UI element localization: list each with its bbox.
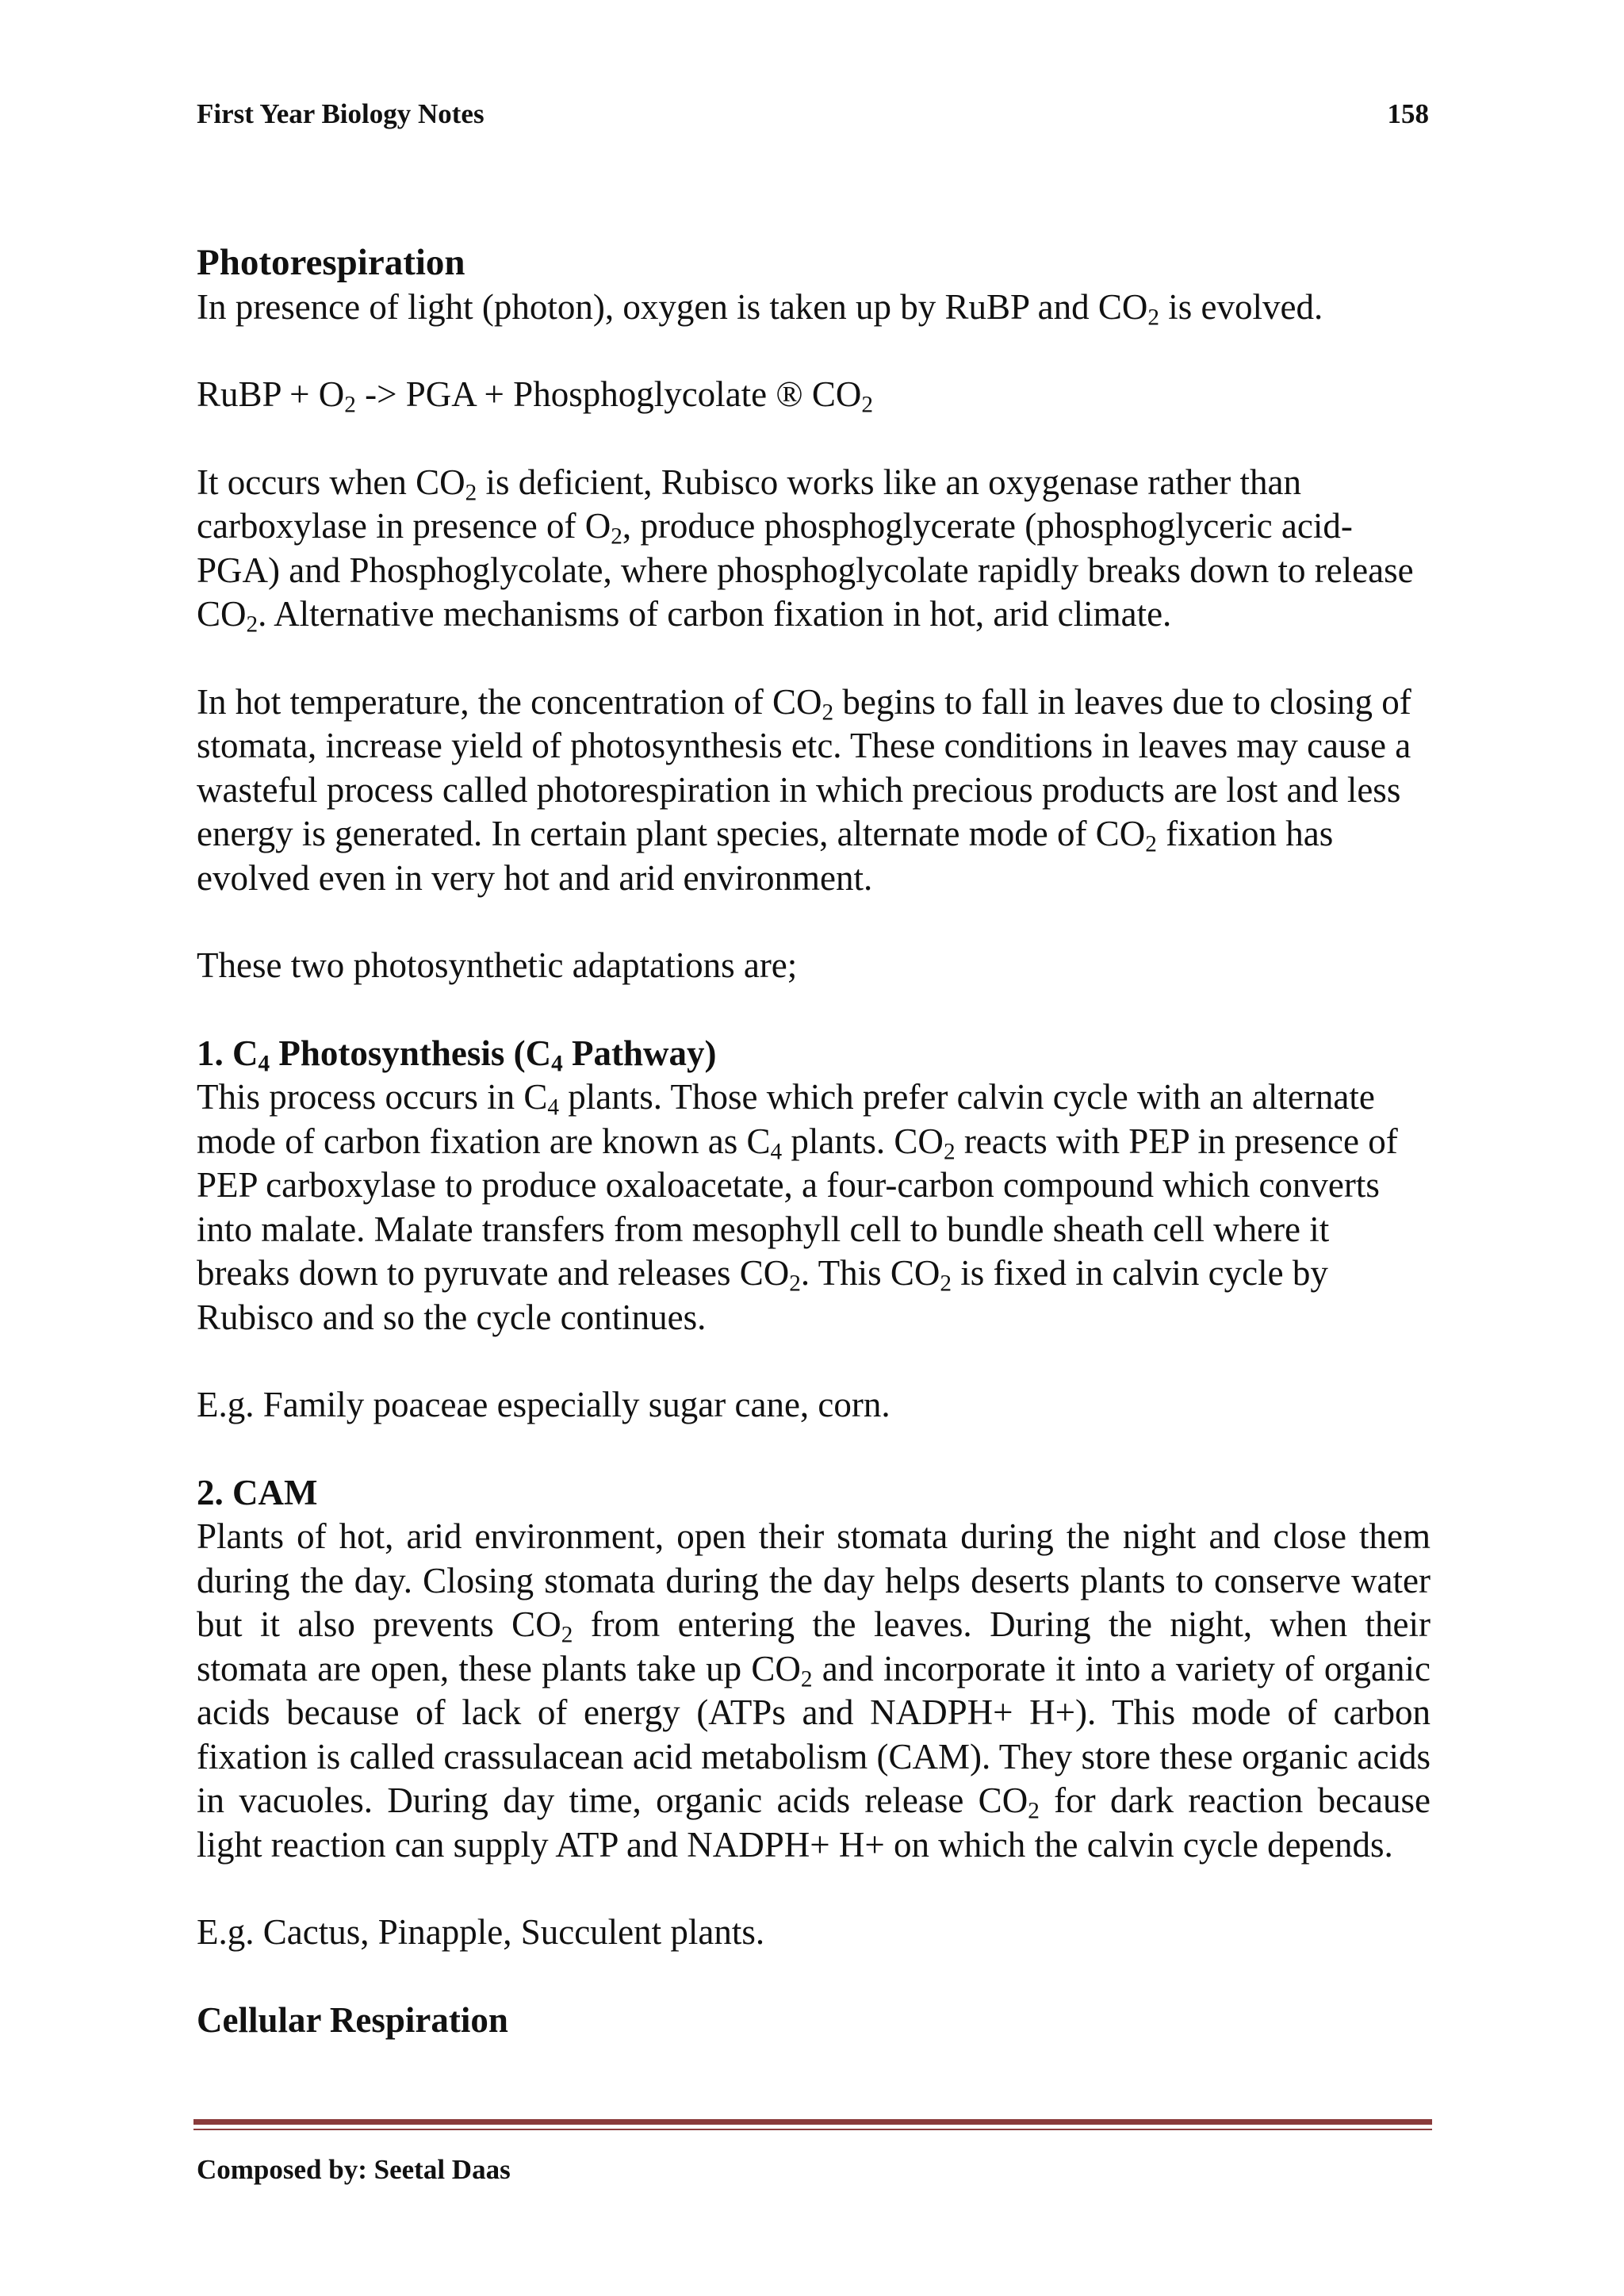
section-title-cam: 2. CAM [197,1472,318,1512]
equation-photorespiration: RuBP + $O_2$ -> PGA + Phosphoglycolate ® $CO_2$ [197,374,873,418]
paragraph-cam: Plants of hot, arid environment, open their stomata during the night and close them during the day. Closing stomata during the day helps deserts plants to conserve water but it also prevents $CO_2$ from entering the leaves. During the night, when their stomata are open, these plants take up $CO_2$ and incorporate it into a variety of organic acids because of lack of energy (ATPs and NADPH+ H+). This mode of carbon fixation is called crassulacean acid metabolism (CAM). They store these organic acids in vacuoles. During day time, organic acids release $CO_2$ for dark reaction because light reaction can supply ATP and NADPH+ H+ on which the calvin cycle depends. [197,1516,1431,1865]
paragraph-hot-temperature: In hot temperature, the concentration of $CO_2$ begins to fall in leaves due to closing of stomata, increase yield of photosynthesis etc. These conditions in leaves may cause a wasteful process called photorespiration in which precious products are lost and less energy is generated. In certain plant species, alternate mode of $CO_2$ fixation has evolved even in very hot and arid environment. [197,681,1411,898]
document-title: First Year Biology Notes [197,98,485,129]
page-number: 158 [1387,98,1429,129]
paragraph-photorespiration-intro: In presence of light (photon), oxygen is taken up by RuBP and $CO_2$ is evolved. [197,286,1323,330]
section-title-c4: 1. $C_4$ Photosynthesis ($C_4$ Pathway) [197,1033,717,1076]
page-header [197,98,1429,130]
paragraph-rubisco: It occurs when $CO_2$ is deficient, Rubisco works like an oxygenase rather than carboxylase in presence of $O_2$, produce phosphoglycerate (phosphoglyceric acid-PGA) and Phosphoglycolate, where phosphoglycolate rapidly breaks down to release $CO_2$. Alternative mechanisms of carbon fixation in hot, arid climate. [197,462,1414,638]
paragraph-c4: This process occurs in $C_4$ plants. Those which prefer calvin cycle with an alternate mode of carbon fixation are known as $C_4$ plants. $CO_2$ reacts with PEP in presence of PEP carboxylase to produce oxaloacetate, a four-carbon compound which converts into malate. Malate transfers from mesophyll cell to bundle sheath cell where it breaks down to pyruvate and releases $CO_2$. This $CO_2$ is fixed in calvin cycle by Rubisco and so the cycle continues. [197,1077,1398,1337]
footer-rule-thin [193,2129,1432,2130]
section-title-cellular-respiration: Cellular Respiration [197,1999,508,2040]
paragraph-adaptations: These two photosynthetic adaptations are; [197,945,798,985]
section-title-photorespiration: Photorespiration [197,242,465,283]
page-content [197,241,1431,2042]
example-c4: E.g. Family poaceae especially sugar cane, corn. [197,1385,891,1424]
example-cam: E.g. Cactus, Pinapple, Succulent plants. [197,1912,765,1952]
footer-rule-thick [193,2119,1432,2125]
footer-credit: Composed by: Seetal Daas [197,2154,511,2185]
